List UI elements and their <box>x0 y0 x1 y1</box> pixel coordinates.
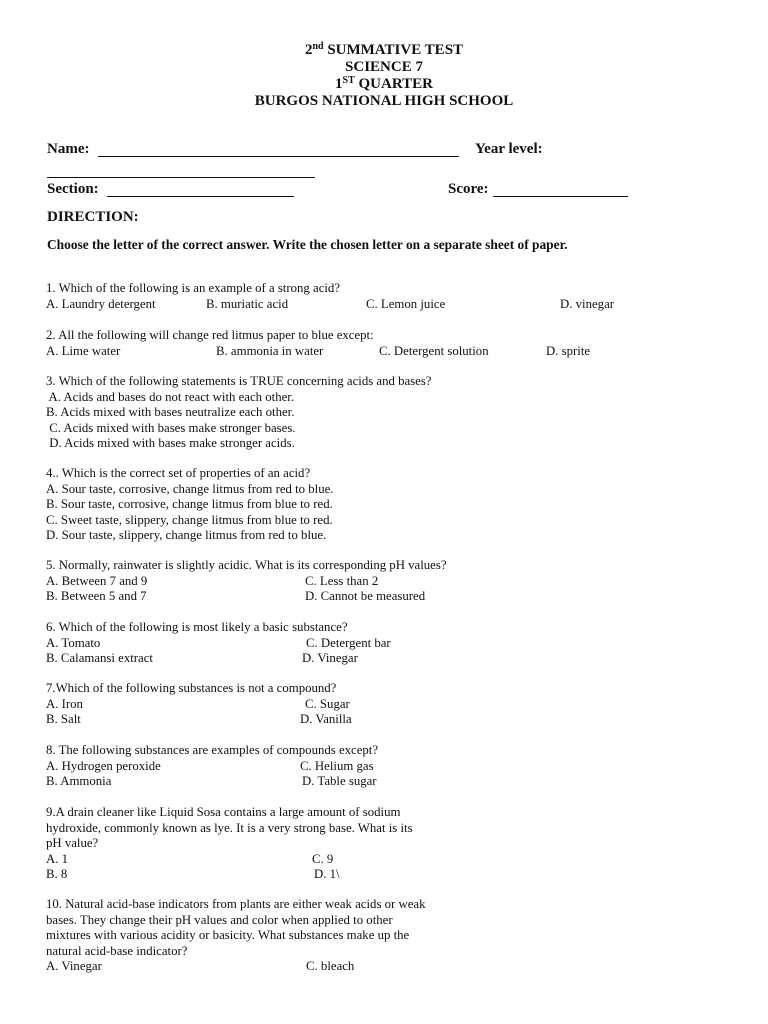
option-b: B. Acids mixed with bases neutralize each other. <box>46 405 295 419</box>
option-d: D. Vanilla <box>300 712 352 726</box>
options-row <box>46 712 736 728</box>
option-c: C. 9 <box>312 851 334 866</box>
option-b: B. 8 <box>46 867 68 881</box>
question-1 <box>46 281 736 312</box>
option-d: D. Sour taste, slippery, change litmus from red to blue. <box>46 528 327 542</box>
options-row <box>46 344 736 360</box>
option-c: C. bleach <box>306 959 355 973</box>
options-row <box>46 759 736 775</box>
section-field[interactable] <box>107 196 294 197</box>
option-a: A. Tomato <box>46 635 101 650</box>
question-2 <box>46 328 736 359</box>
question-stem-line: 10. Natural acid-base indicators from plants are either weak acids or weak <box>46 897 426 911</box>
question-stem-line: hydroxide, commonly known as lye. It is a very strong base. What is its <box>46 820 413 835</box>
options-row <box>46 774 736 790</box>
option-a: A. Iron <box>46 696 83 711</box>
test-header <box>0 42 768 110</box>
option-c: C. Sweet taste, slippery, change litmus from blue to red. <box>46 512 333 527</box>
score-field[interactable] <box>493 196 628 197</box>
option-a: A. Lime water <box>46 343 121 358</box>
name-field[interactable] <box>98 156 459 157</box>
options-row <box>46 651 736 667</box>
option-a: A. Laundry detergent <box>46 296 156 311</box>
question-5 <box>46 558 736 605</box>
question-3 <box>46 374 736 452</box>
question-stem: 3. Which of the following statements is TRUE concerning acids and bases? <box>46 374 432 388</box>
question-10 <box>46 897 736 975</box>
option-d: D. Cannot be measured <box>305 589 426 603</box>
options-row <box>46 959 736 975</box>
option-d: D. Vinegar <box>302 651 358 665</box>
question-stem-line: mixtures with various acidity or basicity. What substances make up the <box>46 928 410 942</box>
option-a: A. Acids and bases do not react with each other. <box>46 389 295 404</box>
name-label: Name: <box>47 141 90 157</box>
question-stem: 5. Normally, rainwater is slightly acidic. What is its corresponding pH values? <box>46 558 447 572</box>
option-b: B. Calamansi extract <box>46 651 153 665</box>
options-row <box>46 636 736 652</box>
option-b: B. Salt <box>46 712 81 726</box>
option-b: B. ammonia in water <box>216 343 324 358</box>
option-c: C. Acids mixed with bases make stronger bases. <box>46 420 296 435</box>
question-stem: 2. All the following will change red litmus paper to blue except: <box>46 328 374 342</box>
option-c: C. Lemon juice <box>366 296 446 311</box>
option-a: A. 1 <box>46 851 69 866</box>
question-4 <box>46 466 736 544</box>
quarter-title: 1ST QUARTER <box>335 75 433 92</box>
test-title: 2nd SUMMATIVE TEST <box>304 41 464 58</box>
option-d: D. vinegar <box>560 296 615 311</box>
options-row <box>46 297 736 313</box>
question-stem: 8. The following substances are examples of compounds except? <box>46 743 379 757</box>
option-c: C. Sugar <box>305 696 350 711</box>
option-a: A. Vinegar <box>46 959 102 973</box>
question-stem: 4.. Which is the correct set of properties of an acid? <box>46 466 311 480</box>
question-stem-line: 9.A drain cleaner like Liquid Sosa contains a large amount of sodium <box>46 805 401 819</box>
question-6 <box>46 620 736 667</box>
question-9 <box>46 805 736 883</box>
options-row <box>46 589 736 605</box>
option-c: C. Detergent solution <box>379 343 489 358</box>
option-a: A. Hydrogen peroxide <box>46 758 161 773</box>
option-c: C. Helium gas <box>300 758 374 773</box>
option-c: C. Less than 2 <box>305 573 379 588</box>
question-stem-line: natural acid-base indicator? <box>46 943 188 958</box>
options-row <box>46 697 736 713</box>
option-a: A. Sour taste, corrosive, change litmus from red to blue. <box>46 481 334 496</box>
option-b: B. Ammonia <box>46 774 112 788</box>
option-d: D. Acids mixed with bases make stronger acids. <box>46 436 295 450</box>
question-8 <box>46 743 736 790</box>
option-d: D. 1\ <box>314 867 340 881</box>
subject-title: SCIENCE 7 <box>345 59 423 75</box>
options-row <box>46 574 736 590</box>
year-level-label: Year level: <box>475 141 543 157</box>
question-stem-line: pH value? <box>46 836 99 850</box>
section-label: Section: <box>47 181 99 197</box>
question-stem: 7.Which of the following substances is not a compound? <box>46 681 337 695</box>
school-name: BURGOS NATIONAL HIGH SCHOOL <box>254 93 514 109</box>
score-label: Score: <box>448 181 489 197</box>
question-stem: 6. Which of the following is most likely a basic substance? <box>46 620 348 634</box>
option-a: A. Between 7 and 9 <box>46 573 148 588</box>
option-d: D. Table sugar <box>302 774 377 788</box>
option-b: B. muriatic acid <box>206 296 289 311</box>
option-b: B. Sour taste, corrosive, change litmus from blue to red. <box>46 497 333 511</box>
options-row <box>46 867 736 883</box>
question-7 <box>46 681 736 728</box>
question-stem-line: bases. They change their pH values and color when applied to other <box>46 912 393 927</box>
question-stem: 1. Which of the following is an example of a strong acid? <box>46 281 341 295</box>
options-row <box>46 852 736 868</box>
option-b: B. Between 5 and 7 <box>46 589 147 603</box>
option-d: D. sprite <box>546 343 591 358</box>
direction-heading: DIRECTION: <box>47 209 139 225</box>
year-level-field[interactable] <box>47 177 315 178</box>
option-c: C. Detergent bar <box>306 635 391 650</box>
instruction-text: Choose the letter of the correct answer. Write the chosen letter on a separate sheet of paper. <box>47 237 568 252</box>
